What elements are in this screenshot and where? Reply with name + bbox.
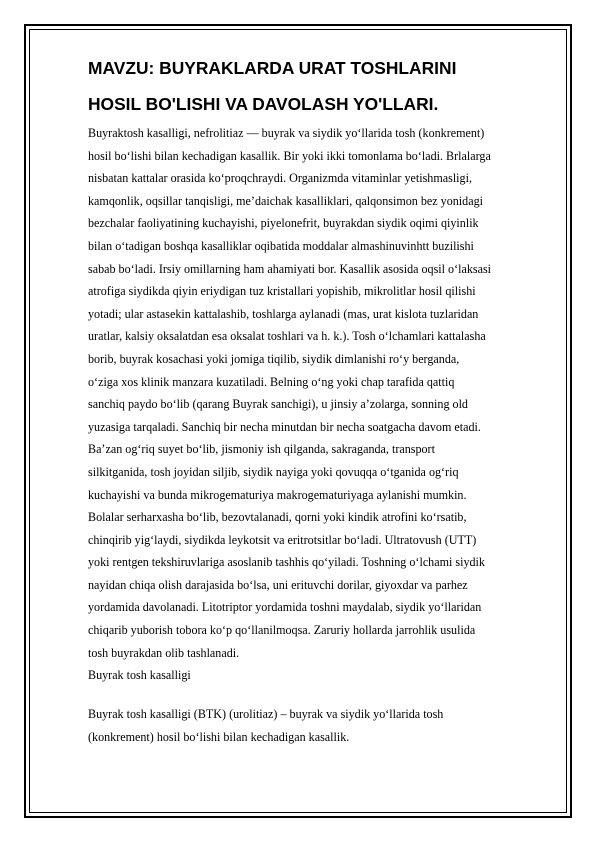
paragraph-line: chinqirib yigʻlaydi, siydikda leykotsit va eritrotsitlar boʻladi. Ultratovush (UTT) xyxy=(88,532,477,547)
definition-line: Buyrak tosh kasalligi (BTK) (urolitiaz) – buyrak va siydik yoʻllarida tosh xyxy=(88,706,444,721)
paragraph-line: atrofiga siydikda qiyin eriydigan tuz kristallari yopishib, mikrolitlar hosil qilishi xyxy=(88,284,476,299)
paragraph-line: tosh buyrakdan olib tashlanadi. xyxy=(88,645,240,660)
paragraph-line: Baʼzan ogʻriq suyet boʻlib, jismoniy ish qilganda, sakraganda, transport xyxy=(88,442,435,457)
paragraph-line: yordamida davolanadi. Litotriptor yordamida toshni maydalab, siydik yoʻllaridan xyxy=(88,600,482,615)
subheading: Buyrak tosh kasalligi xyxy=(88,668,191,683)
paragraph-line: yuzasiga tarqaladi. Sanchiq bir necha minutdan bir necha soatgacha davom etadi. xyxy=(88,419,481,434)
paragraph-line: yotadi; ular astasekin kattalashib, toshlarga aylanadi (mas, urat kislota tuzlaridan xyxy=(88,306,479,321)
title-line: MAVZU: BUYRAKLARDA URAT TOSHLARINI xyxy=(88,58,457,78)
paragraph-line: nayidan chiqa olish darajasida boʻlsa, uni erituvchi dorilar, giyoxdar va parhez xyxy=(88,577,468,592)
paragraph-line: silkitganida, tosh joyidan siljib, siydik nayiga yoki qovuqqa oʻtganida ogʻriq xyxy=(88,464,459,479)
paragraph-line: kuchayishi va bunda mikrogematuriya makrogematuriyaga aylanishi mumkin. xyxy=(88,487,467,502)
paragraph-line: kamqonlik, oqsillar tanqisligi, meʼdaichak kasalliklari, qalqonsimon bez yonidagi xyxy=(88,193,483,208)
paragraph-line: borib, buyrak kosachasi yoki jomiga tiqilib, siydik dimlanishi roʻy berganda, xyxy=(88,351,460,366)
paragraph-line: oʻziga xos klinik manzara kuzatiladi. Belning oʻng yoki chap tarafida qattiq xyxy=(88,374,455,389)
document-title xyxy=(88,50,522,122)
paragraph-line: Bolalar serharxasha boʻlib, bezovtalanadi, qorni yoki kindik atrofini koʻrsatib, xyxy=(88,510,467,525)
document-content xyxy=(88,50,522,750)
paragraph-line: sanchiq paydo boʻlib (qarang Buyrak sanchigi), u jinsiy aʼzolarga, sonning old xyxy=(88,397,468,412)
paragraph-line: uratlar, kalsiy oksalatdan esa oksalat toshlari va h. k.). Tosh oʻlchamlari kattalasha xyxy=(88,329,486,344)
definition-line: (konkrement) hosil boʻlishi bilan kechadigan kasallik. xyxy=(88,730,350,745)
paragraph-line: bezchalar faoliyatining kuchayishi, piyelonefrit, buyrakdan siydik oqimi qiyinlik xyxy=(88,216,479,231)
paragraph-line: Buyraktosh kasalligi, nefrolitiaz — buyrak va siydik yoʻllarida tosh (konkrement) xyxy=(88,126,485,140)
paragraph-line: yoki rentgen tekshiruvlariga asoslanib tashhis qoʻyiladi. Toshning oʻlchami siydik xyxy=(88,555,485,570)
paragraph-line: nisbatan kattalar orasida koʻproqchraydi. Organizmda vitaminlar yetishmasligi, xyxy=(88,171,472,186)
definition-paragraph xyxy=(88,703,522,750)
paragraph-line: hosil boʻlishi bilan kechadigan kasallik. Bir yoki ikki tomonlama boʻladi. Brlalarga xyxy=(88,148,491,163)
paragraph-line: chiqarib yuborish tobora koʻp qoʻllanilmoqsa. Zaruriy hollarda jarrohlik usulida xyxy=(88,623,476,638)
paragraph-line: bilan oʻtadigan boshqa kasalliklar oqibatida moddalar almashinuvinhtt buzilishi xyxy=(88,238,474,253)
main-paragraph xyxy=(88,122,522,664)
title-line: HOSIL BO'LISHI VA DAVOLASH YO'LLARI. xyxy=(88,94,439,114)
paragraph-line: sabab boʻladi. Irsiy omillarning ham ahamiyati bor. Kasallik asosida oqsil oʻlaksasi xyxy=(88,261,492,276)
